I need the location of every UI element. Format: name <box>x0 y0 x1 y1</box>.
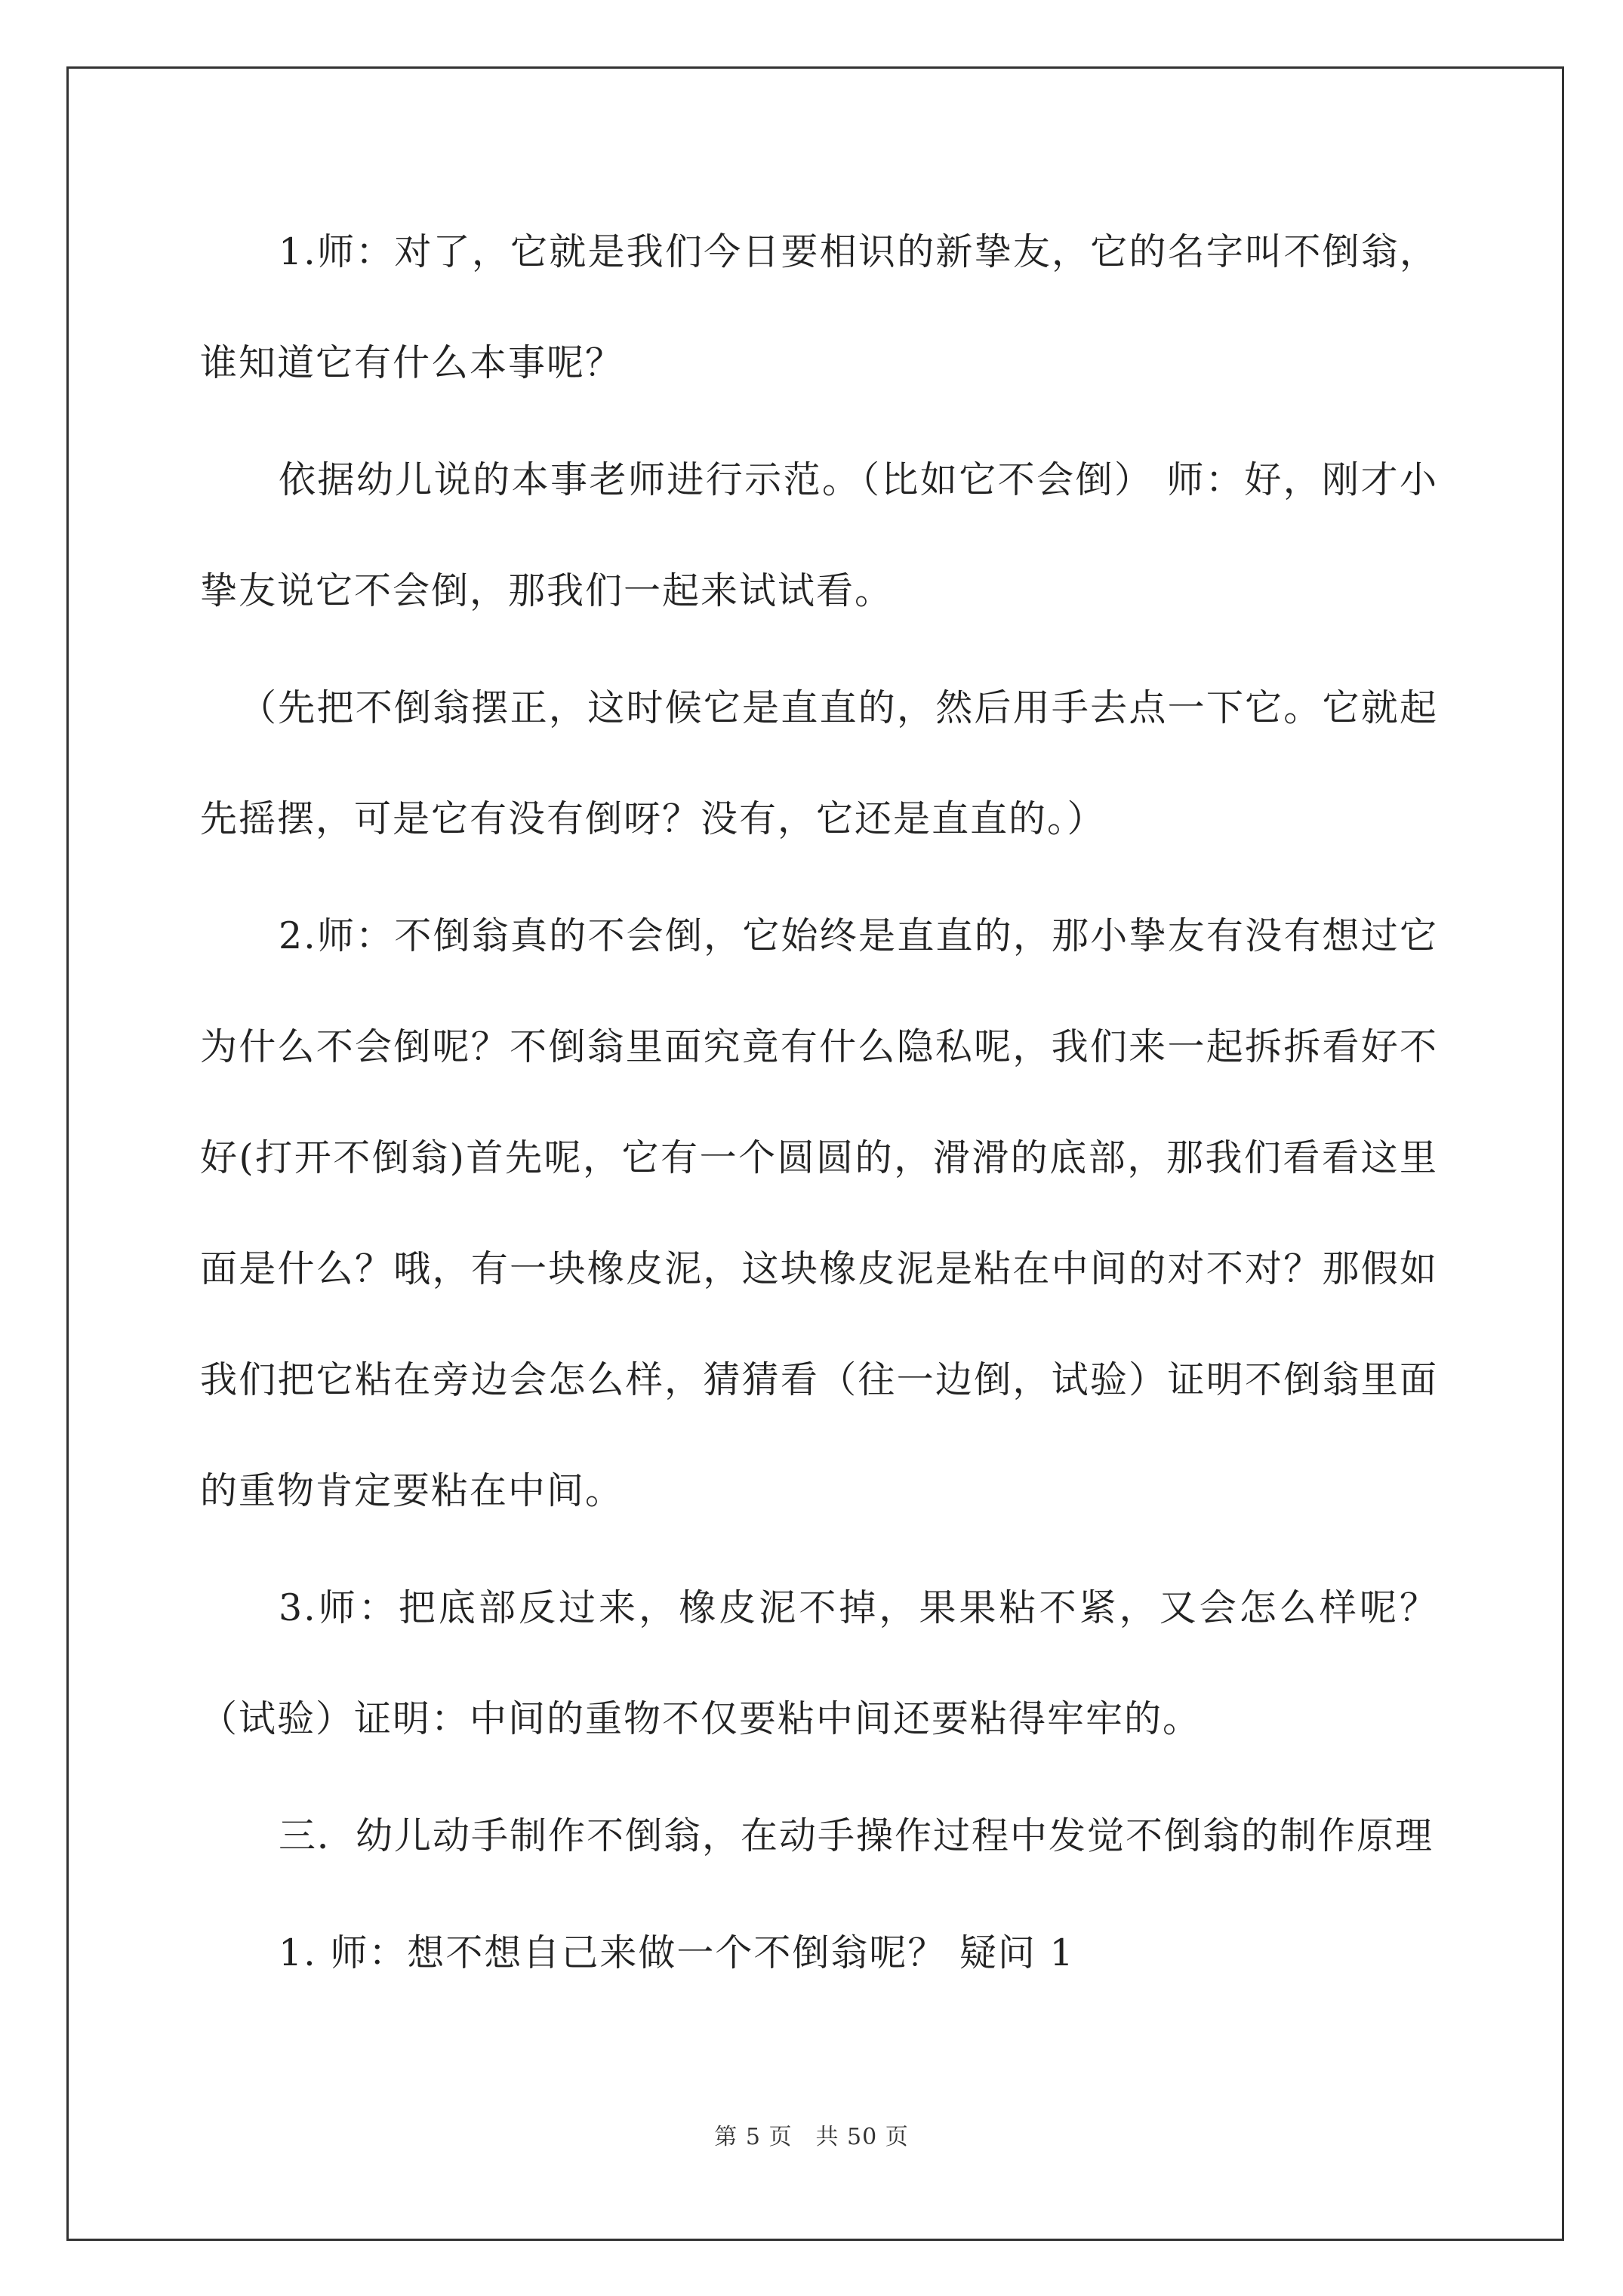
paragraph-7: 1. 师：想不想自己来做一个不倒翁呢？ 疑问 1 <box>279 1931 1075 1974</box>
paragraph-3: （先把不倒翁摆正，这时候它是直直的，然后用手去点一下它。它就起先摇摆，可是它有没有倒呀？没有，它还是直直的。） <box>200 686 1438 840</box>
paragraph-2: 依据幼儿说的本事老师进行示范。（比如它不会倒） 师：好，刚才小挚友说它不会倒，那我们一起来试试看。 <box>200 458 1438 612</box>
paragraph-5: 3.师：把底部反过来，橡皮泥不掉，果果粘不紧，又会怎么样呢？（试验）证明：中间的重物不仅要粘中间还要粘得牢牢的。 <box>200 1586 1438 1740</box>
paragraph-4: 2.师：不倒翁真的不会倒，它始终是直直的，那小挚友有没有想过它为什么不会倒呢？不倒翁里面究竟有什么隐私呢，我们来一起拆拆看好不好(打开不倒翁)首先呢，它有一个圆圆的，滑滑的底部，那我们看看这里面是什么？哦，有一块橡皮泥，这块橡皮泥是粘在中间的对不对？那假如我们把它粘在旁边会怎么样，猜猜看（往一边倒，试验）证明不倒翁里面的重物肯定要粘在中间。 <box>200 914 1438 1512</box>
paragraph-1: 1.师：对了，它就是我们今日要相识的新挚友，它的名字叫不倒翁，谁知道它有什么本事呢？ <box>200 230 1438 384</box>
page-number-footer: 第 5 页 共 50 页 <box>714 2124 909 2150</box>
paragraph-6: 三．幼儿动手制作不倒翁，在动手操作过程中发觉不倒翁的制作原理 <box>279 1814 1434 1857</box>
document-body <box>200 196 1438 2014</box>
